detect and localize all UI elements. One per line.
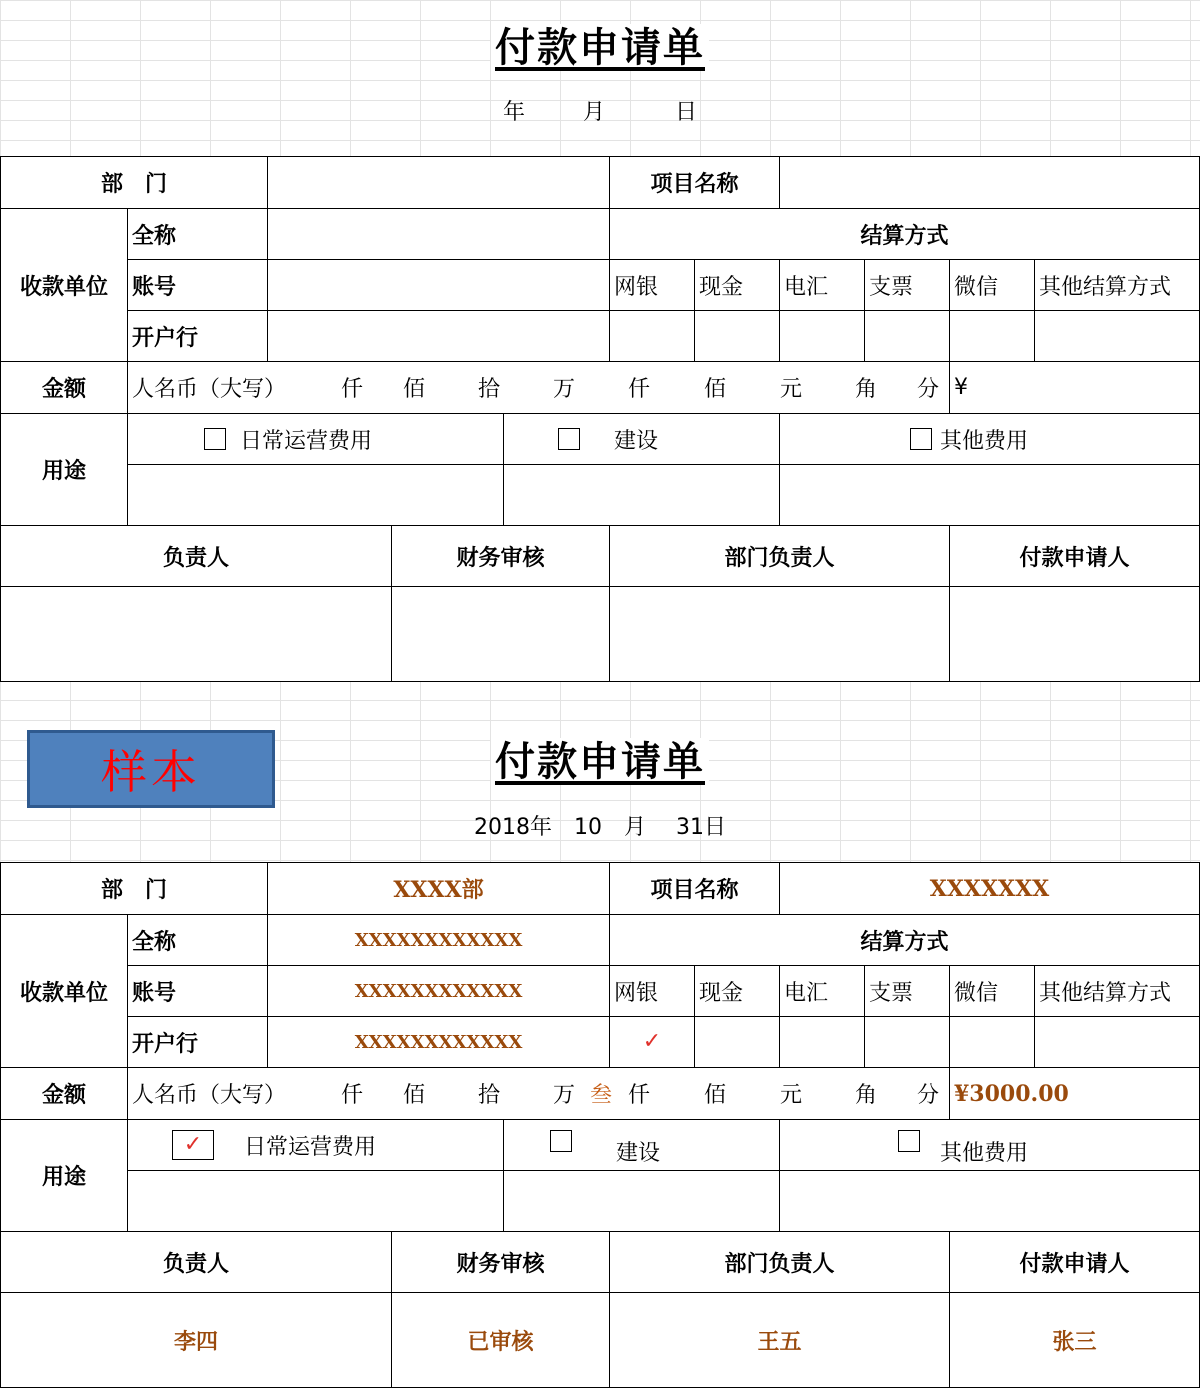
- payee-label: 收款单位: [0, 914, 128, 1068]
- dept-label: 部 门: [0, 862, 268, 915]
- unit-label: 拾: [478, 1083, 501, 1108]
- amount-figure[interactable]: ¥: [949, 361, 1200, 414]
- usage-option-label: 日常运营费用: [240, 428, 373, 454]
- unit-label: 仟: [628, 377, 651, 402]
- settle-method-cheque: 支票: [864, 965, 950, 1017]
- usage-option-operations[interactable]: [127, 1119, 504, 1171]
- bank-label: 开户行: [127, 1016, 268, 1068]
- checkbox-icon[interactable]: [910, 428, 932, 450]
- settle-cell-cheque[interactable]: [864, 310, 950, 362]
- sign-value-dept-head[interactable]: 王五: [609, 1292, 950, 1388]
- settle-cell-online[interactable]: [609, 310, 695, 362]
- settle-label: 结算方式: [609, 208, 1200, 260]
- project-label: 项目名称: [609, 156, 780, 209]
- settle-cell-cash[interactable]: [694, 1016, 780, 1068]
- unit-label: 仟: [628, 1083, 651, 1108]
- dept-value[interactable]: XXXX部: [267, 862, 610, 915]
- project-input[interactable]: [779, 156, 1200, 209]
- sign-cell-finance[interactable]: [391, 586, 610, 682]
- checkbox-checked-icon[interactable]: [172, 1130, 214, 1160]
- sign-header-applicant: 付款申请人: [949, 525, 1200, 587]
- blank-form-table: [0, 156, 1200, 682]
- settle-label: 结算方式: [609, 914, 1200, 966]
- unit-label: 分: [917, 1083, 940, 1108]
- sign-header-responsible: 负责人: [0, 525, 392, 587]
- checkbox-icon[interactable]: [898, 1130, 920, 1152]
- unit-label: 佰: [403, 377, 426, 402]
- date-line: [0, 98, 1200, 128]
- fullname-input[interactable]: [267, 208, 610, 260]
- unit-label: 分: [917, 377, 940, 402]
- fullname-value[interactable]: XXXXXXXXXXXX: [267, 914, 610, 966]
- project-value[interactable]: XXXXXXX: [779, 862, 1200, 915]
- fullname-label: 全称: [127, 208, 268, 260]
- date-day-label: 日: [675, 100, 698, 125]
- settle-cell-wechat[interactable]: [949, 1016, 1035, 1068]
- settle-cell-cash[interactable]: [694, 310, 780, 362]
- settle-cell-cheque[interactable]: [864, 1016, 950, 1068]
- account-label: 账号: [127, 965, 268, 1017]
- account-input[interactable]: [267, 259, 610, 311]
- account-value[interactable]: XXXXXXXXXXXX: [267, 965, 610, 1017]
- settle-method-other: 其他结算方式: [1034, 965, 1200, 1017]
- settle-method-wechat: 微信: [949, 259, 1035, 311]
- unit-label: 角: [855, 377, 878, 402]
- unit-label: 元: [780, 377, 803, 402]
- usage-detail-cell[interactable]: [127, 1170, 504, 1232]
- date-year: 2018年: [473, 815, 552, 840]
- settle-cell-wire[interactable]: [779, 310, 865, 362]
- sample-badge: 样本: [27, 730, 275, 808]
- date-year-label: 年: [502, 100, 525, 125]
- amount-capital[interactable]: [127, 361, 950, 414]
- date-month-label: 月: [623, 815, 646, 840]
- amount-label: 金额: [0, 1067, 128, 1120]
- sign-header-dept-head: 部门负责人: [609, 525, 950, 587]
- date-day: 31日: [676, 815, 726, 840]
- check-mark-icon: ✓: [183, 1132, 203, 1157]
- unit-label: 拾: [478, 377, 501, 402]
- sign-value-finance[interactable]: 已审核: [391, 1292, 610, 1388]
- usage-option-label: 其他费用: [940, 428, 1029, 454]
- settle-method-cash: 现金: [694, 259, 780, 311]
- fullname-label: 全称: [127, 914, 268, 966]
- amount-capital[interactable]: [127, 1067, 950, 1120]
- checkbox-icon[interactable]: [550, 1130, 572, 1152]
- sign-header-finance: 财务审核: [391, 525, 610, 587]
- check-mark-icon: ✓: [642, 1029, 662, 1054]
- date-month-label: 月: [582, 100, 605, 125]
- usage-option-label: 建设: [616, 1141, 661, 1166]
- unit-label: 仟: [341, 377, 364, 402]
- form-title: 付款申请单: [0, 24, 1200, 72]
- usage-label: 用途: [0, 1119, 128, 1232]
- sign-header-dept-head: 部门负责人: [609, 1231, 950, 1293]
- usage-option-label: 建设: [614, 428, 659, 454]
- settle-method-wechat: 微信: [949, 965, 1035, 1017]
- settle-method-wire: 电汇: [779, 259, 865, 311]
- sign-header-applicant: 付款申请人: [949, 1231, 1200, 1293]
- sign-header-finance: 财务审核: [391, 1231, 610, 1293]
- unit-label: 万: [553, 1083, 576, 1108]
- amount-label: 金额: [0, 361, 128, 414]
- amount-capital-digit: 叁: [590, 1083, 613, 1108]
- settle-cell-other[interactable]: [1034, 310, 1200, 362]
- sign-header-responsible: 负责人: [0, 1231, 392, 1293]
- sign-cell-applicant[interactable]: [949, 586, 1200, 682]
- settle-method-wire: 电汇: [779, 965, 865, 1017]
- account-label: 账号: [127, 259, 268, 311]
- sign-value-applicant[interactable]: 张三: [949, 1292, 1200, 1388]
- usage-label: 用途: [0, 413, 128, 526]
- unit-label: 仟: [341, 1083, 364, 1108]
- bank-input[interactable]: [267, 310, 610, 362]
- unit-label: 元: [780, 1083, 803, 1108]
- bank-value[interactable]: XXXXXXXXXXXX: [267, 1016, 610, 1068]
- usage-option-construction[interactable]: [503, 1119, 780, 1171]
- usage-option-label: 日常运营费用: [244, 1134, 377, 1160]
- usage-detail-cell[interactable]: [779, 464, 1200, 526]
- checkbox-icon[interactable]: [204, 428, 226, 450]
- usage-detail-cell[interactable]: [779, 1170, 1200, 1232]
- usage-option-other[interactable]: [779, 413, 1200, 465]
- sample-form-title: 付款申请单: [0, 738, 1200, 786]
- dept-label: 部 门: [0, 156, 268, 209]
- settle-cell-other[interactable]: [1034, 1016, 1200, 1068]
- sample-form-table: [0, 862, 1200, 1388]
- sign-value-responsible[interactable]: 李四: [0, 1292, 392, 1388]
- sample-date-line: [0, 813, 1200, 843]
- unit-label: 佰: [704, 1083, 727, 1108]
- settle-method-online: 网银: [609, 259, 695, 311]
- settle-method-other: 其他结算方式: [1034, 259, 1200, 311]
- settle-method-cash: 现金: [694, 965, 780, 1017]
- rmb-label: 人名币（大写）: [132, 377, 287, 402]
- settle-cell-online[interactable]: [609, 1016, 695, 1068]
- checkbox-icon[interactable]: [558, 428, 580, 450]
- usage-option-operations[interactable]: [127, 413, 504, 465]
- usage-detail-cell[interactable]: [503, 464, 780, 526]
- usage-option-label: 其他费用: [940, 1141, 1029, 1166]
- project-label: 项目名称: [609, 862, 780, 915]
- sign-cell-dept-head[interactable]: [609, 586, 950, 682]
- unit-label: 佰: [704, 377, 727, 402]
- settle-method-cheque: 支票: [864, 259, 950, 311]
- settle-method-online: 网银: [609, 965, 695, 1017]
- unit-label: 万: [553, 377, 576, 402]
- settle-cell-wechat[interactable]: [949, 310, 1035, 362]
- usage-detail-cell[interactable]: [503, 1170, 780, 1232]
- dept-input[interactable]: [267, 156, 610, 209]
- usage-option-construction[interactable]: [503, 413, 780, 465]
- date-month-num: 10: [573, 815, 602, 840]
- usage-option-other[interactable]: [779, 1119, 1200, 1171]
- sign-cell-responsible[interactable]: [0, 586, 392, 682]
- bank-label: 开户行: [127, 310, 268, 362]
- settle-cell-wire[interactable]: [779, 1016, 865, 1068]
- rmb-label: 人名币（大写）: [132, 1083, 287, 1108]
- amount-figure[interactable]: ¥3000.00: [949, 1067, 1200, 1120]
- payee-label: 收款单位: [0, 208, 128, 362]
- unit-label: 佰: [403, 1083, 426, 1108]
- usage-detail-cell[interactable]: [127, 464, 504, 526]
- unit-label: 角: [855, 1083, 878, 1108]
